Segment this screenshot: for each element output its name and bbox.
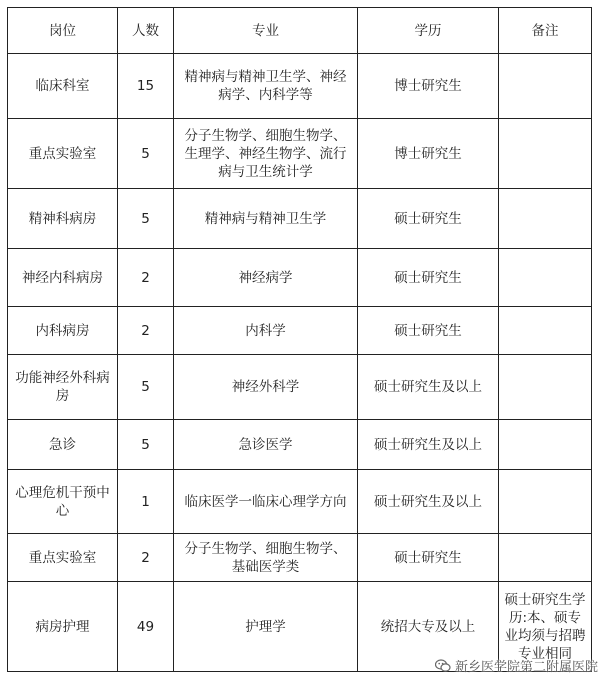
cell-post: 病房护理 <box>8 582 118 672</box>
cell-count: 5 <box>118 189 174 249</box>
cell-note <box>499 307 592 355</box>
cell-education: 统招大专及以上 <box>358 582 499 672</box>
cell-major: 神经病学 <box>174 249 358 307</box>
cell-note <box>499 355 592 420</box>
cell-note <box>499 119 592 189</box>
table-row <box>8 189 592 249</box>
cell-major: 临床医学一临床心理学方向 <box>174 470 358 534</box>
cell-count: 49 <box>118 582 174 672</box>
header-row <box>8 8 592 54</box>
cell-education: 硕士研究生 <box>358 307 499 355</box>
cell-post: 急诊 <box>8 420 118 470</box>
account-watermark <box>435 656 598 675</box>
cell-count: 5 <box>118 119 174 189</box>
table-row <box>8 249 592 307</box>
header-count: 人数 <box>118 8 174 54</box>
cell-education: 硕士研究生及以上 <box>358 420 499 470</box>
cell-count: 5 <box>118 355 174 420</box>
cell-note <box>499 420 592 470</box>
recruitment-table <box>7 7 592 672</box>
cell-major: 内科学 <box>174 307 358 355</box>
cell-education: 硕士研究生 <box>358 249 499 307</box>
cell-major: 分子生物学、细胞生物学、基础医学类 <box>174 534 358 582</box>
cell-note <box>499 470 592 534</box>
cell-post: 重点实验室 <box>8 534 118 582</box>
cell-post: 临床科室 <box>8 54 118 119</box>
cell-education: 博士研究生 <box>358 54 499 119</box>
table-row <box>8 119 592 189</box>
header-note: 备注 <box>499 8 592 54</box>
cell-major: 精神病与精神卫生学 <box>174 189 358 249</box>
cell-major: 神经外科学 <box>174 355 358 420</box>
recruitment-table-container <box>7 7 592 672</box>
header-major: 专业 <box>174 8 358 54</box>
table-row <box>8 420 592 470</box>
cell-post: 精神科病房 <box>8 189 118 249</box>
cell-note <box>499 534 592 582</box>
cell-count: 2 <box>118 249 174 307</box>
cell-major: 急诊医学 <box>174 420 358 470</box>
cell-note <box>499 189 592 249</box>
table-row <box>8 307 592 355</box>
cell-post: 心理危机干预中心 <box>8 470 118 534</box>
cell-post: 内科病房 <box>8 307 118 355</box>
table-row <box>8 355 592 420</box>
cell-education: 硕士研究生 <box>358 534 499 582</box>
watermark-text: 新乡医学院第二附属医院 <box>454 660 598 675</box>
header-post: 岗位 <box>8 8 118 54</box>
cell-major: 分子生物学、细胞生物学、生理学、神经生物学、流行病与卫生统计学 <box>174 119 358 189</box>
cell-education: 硕士研究生及以上 <box>358 355 499 420</box>
cell-major: 精神病与精神卫生学、神经病学、内科学等 <box>174 54 358 119</box>
table-row <box>8 534 592 582</box>
cell-post: 功能神经外科病房 <box>8 355 118 420</box>
cell-count: 2 <box>118 307 174 355</box>
cell-note <box>499 249 592 307</box>
cell-count: 2 <box>118 534 174 582</box>
cell-education: 硕士研究生及以上 <box>358 470 499 534</box>
cell-education: 博士研究生 <box>358 119 499 189</box>
cell-education: 硕士研究生 <box>358 189 499 249</box>
table-row <box>8 470 592 534</box>
table-row <box>8 54 592 119</box>
cell-major: 护理学 <box>174 582 358 672</box>
cell-post: 神经内科病房 <box>8 249 118 307</box>
header-education: 学历 <box>358 8 499 54</box>
cell-note <box>499 54 592 119</box>
cell-count: 15 <box>118 54 174 119</box>
wechat-icon <box>435 659 451 673</box>
cell-post: 重点实验室 <box>8 119 118 189</box>
cell-count: 5 <box>118 420 174 470</box>
cell-note: 硕士研究生学历:本、硕专业均须与招聘专业相同 <box>499 582 592 672</box>
cell-count: 1 <box>118 470 174 534</box>
